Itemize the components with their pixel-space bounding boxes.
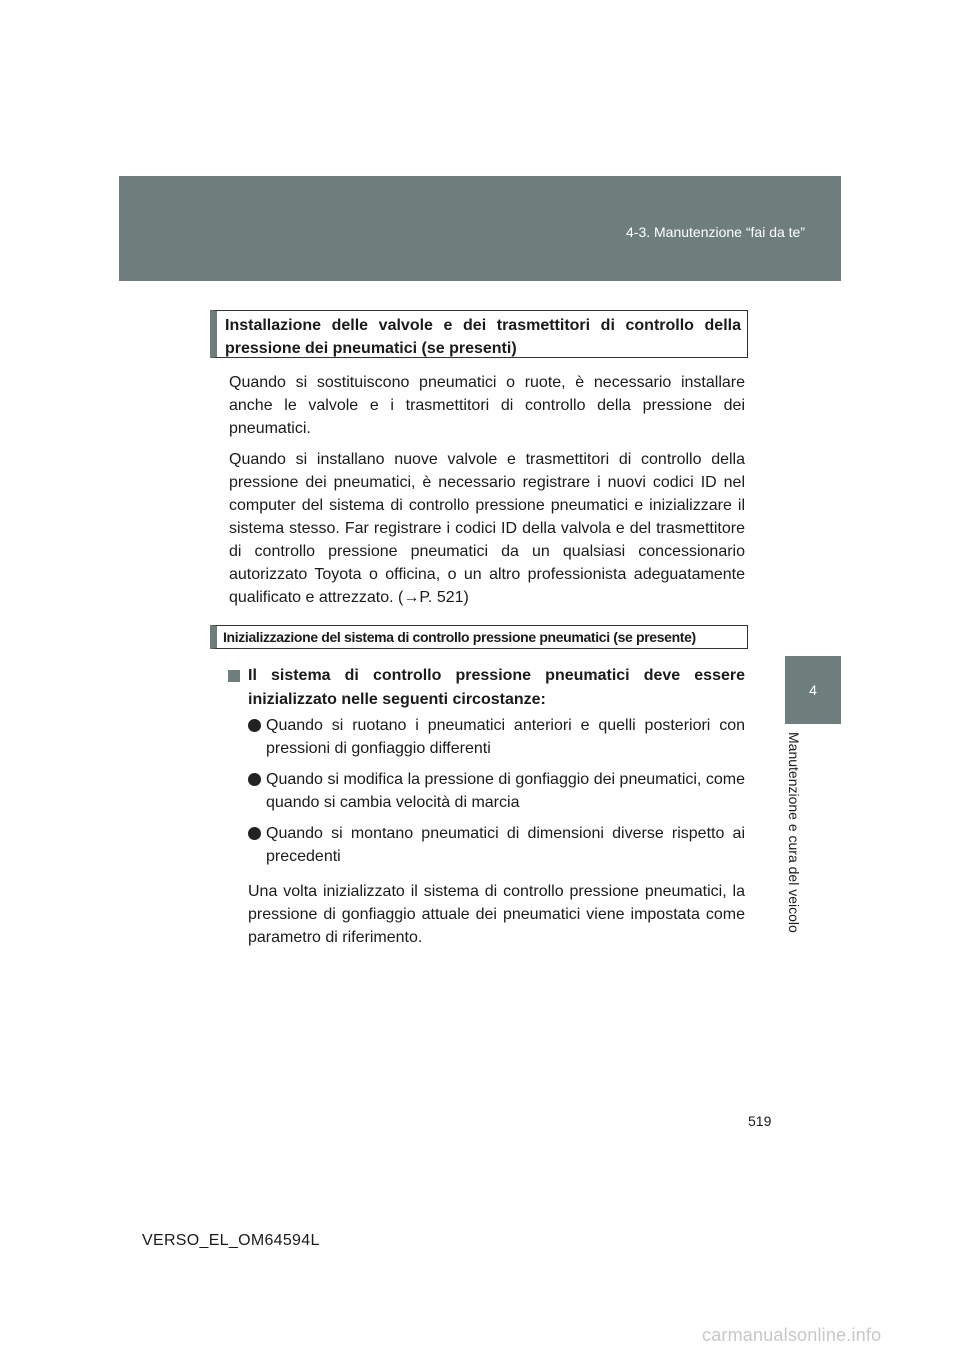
chapter-tab: 4	[785, 656, 841, 724]
bullet-dot-icon	[248, 773, 261, 786]
paragraph-registration: Quando si installano nuove valvole e trasmettitori di controllo della pressione dei pneumatici, è necessario registrare i nuovi codici ID nel computer del sistema di controllo pressione pneumatici e inizializzare il sistema stesso. Far registrare i codici ID della valvola e del trasmettitore di controllo pressione pneumatici da un qualsiasi concessionario autorizzato Toyota o officina, o un altro professionista adeguatamente qualificato e attrezzato. (→P. 521)	[229, 451, 745, 606]
square-bullet-icon	[228, 670, 240, 682]
document-code: VERSO_EL_OM64594L	[142, 1232, 320, 1249]
paragraph-replacement: Quando si sostituiscono pneumatici o ruote, è necessario installare anche le valvole e i trasmettitori di controllo della pressione dei pneumatici.	[229, 374, 745, 437]
section-reference: 4-3. Manutenzione “fai da te”	[626, 224, 805, 240]
list-item	[248, 768, 745, 814]
section-heading-initialization: Inizializzazione del sistema di controllo pressione pneumatici (se presente)	[210, 625, 748, 649]
bullet-dot-icon	[248, 827, 261, 840]
list-item	[248, 714, 745, 760]
list-item-text: Quando si montano pneumatici di dimensioni diverse rispetto ai precedenti	[266, 825, 745, 865]
subheading-text: Il sistema di controllo pressione pneumatici deve essere inizializzato nelle seguenti circostanze:	[248, 667, 745, 708]
bullet-dot-icon	[248, 719, 261, 732]
list-item	[248, 822, 745, 868]
header-band	[119, 176, 841, 281]
list-item-text: Quando si ruotano i pneumatici anteriori e quelli posteriori con pressioni di gonfiaggio differenti	[266, 717, 745, 757]
paragraph-initialization-result: Una volta inizializzato il sistema di controllo pressione pneumatici, la pressione di gonfiaggio attuale dei pneumatici viene impostata come parametro di riferimento.	[248, 883, 745, 946]
page-number: 519	[748, 1113, 772, 1129]
watermark: carmanualsonline.info	[702, 1325, 882, 1345]
subheading-circumstances	[228, 664, 745, 712]
chapter-side-title: Manutenzione e cura del veicolo	[786, 732, 802, 933]
section-heading-installation: Installazione delle valvole e dei trasmettitori di controllo della pressione dei pneumatici (se presenti)	[210, 310, 748, 358]
list-item-text: Quando si modifica la pressione di gonfiaggio dei pneumatici, come quando si cambia velocità di marcia	[266, 771, 745, 811]
